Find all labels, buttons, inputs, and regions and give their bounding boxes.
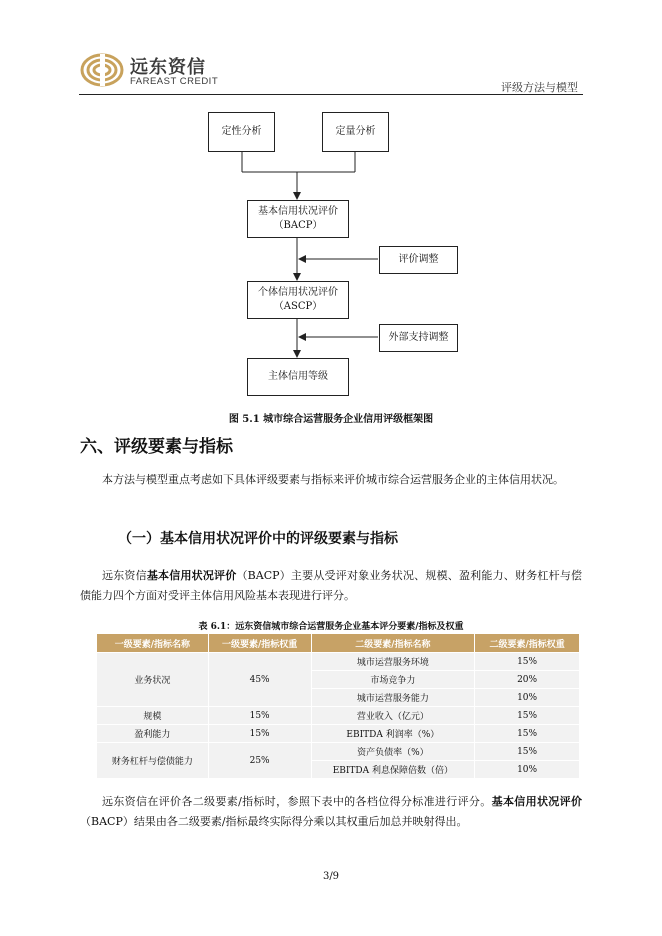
level2-name-cell: 城市运营服务环境 (311, 653, 475, 671)
level2-weight-cell: 15% (475, 743, 580, 761)
flowchart-external-support-label: 外部支持调整 (388, 332, 449, 343)
level2-weight-cell: 20% (475, 671, 580, 689)
level1-weight-cell: 25% (208, 743, 311, 779)
subsection-title: （一）基本信用状况评价中的评级要素与指标 (118, 531, 398, 547)
flowchart-bacp-abbr: （BACP） (273, 220, 323, 231)
section-intro-paragraph: 本方法与模型重点考虑如下具体评级要素与指标来评价城市综合运营服务企业的主体信用状况。 (102, 473, 564, 486)
level2-name-cell: 城市运营服务能力 (311, 689, 475, 707)
table-row (97, 725, 580, 743)
flowchart-bacp-label: 基本信用状况评价 (258, 206, 338, 217)
level2-weight-cell: 15% (475, 653, 580, 671)
flowchart-ascp-abbr: （ASCP） (273, 301, 323, 312)
table-row (97, 653, 580, 671)
flowchart-quantitative-box (322, 112, 389, 152)
table-header-cell: 二级要素/指标权重 (475, 634, 580, 653)
flowchart-issuer-rating-box (247, 358, 349, 396)
level1-weight-cell: 15% (208, 725, 311, 743)
page-number: 3/9 (322, 871, 340, 882)
flowchart-rating-adjust-label: 评价调整 (398, 254, 439, 265)
flowchart-bacp-box (247, 200, 349, 238)
level2-name-cell: 营业收入（亿元） (311, 707, 475, 725)
bacp-paragraph-pre: 远东资信 (102, 569, 147, 582)
logo-english-name: FAREAST CREDIT (130, 76, 219, 87)
flowchart-ascp-label: 个体信用状况评价 (258, 287, 338, 298)
level2-name-cell: 资产负债率（%） (311, 743, 475, 761)
closing-paragraph-pre: 远东资信在评价各二级要素/指标时，参照下表中的各档位得分标准进行评分。 (102, 795, 492, 808)
level2-name-cell: EBITDA 利润率（%） (311, 725, 475, 743)
closing-paragraph (80, 792, 582, 832)
table-header-row (97, 634, 580, 653)
flowchart-external-support-box (379, 324, 458, 352)
table-row (97, 707, 580, 725)
level2-weight-cell: 10% (475, 689, 580, 707)
bacp-paragraph (80, 566, 582, 606)
flowchart-ascp-box (247, 281, 349, 319)
table-caption: 表 6.1：远东资信城市综合运营服务企业基本评分要素/指标及权重 (198, 622, 464, 632)
level1-weight-cell: 45% (208, 653, 311, 707)
figure-caption: 图 5.1 城市综合运营服务企业信用评级框架图 (228, 414, 434, 425)
level1-name-cell: 业务状况 (97, 653, 209, 707)
closing-paragraph-bold: 基本信用状况评价 (491, 795, 582, 808)
section-title: 六、评级要素与指标 (80, 437, 233, 457)
flowchart-rating-adjust-box (379, 246, 458, 274)
flowchart-qualitative-box (208, 112, 275, 152)
level1-weight-cell: 15% (208, 707, 311, 725)
flowchart-issuer-rating-label: 主体信用等级 (268, 371, 328, 382)
level2-weight-cell: 15% (475, 725, 580, 743)
level1-name-cell: 财务杠杆与偿债能力 (97, 743, 209, 779)
level2-weight-cell: 15% (475, 707, 580, 725)
header-doc-title: 评级方法与模型 (501, 81, 578, 94)
level2-name-cell: EBITDA 利息保障倍数（倍） (311, 761, 475, 779)
level2-weight-cell: 10% (475, 761, 580, 779)
level1-name-cell: 盈利能力 (97, 725, 209, 743)
table-header-cell: 一级要素/指标权重 (208, 634, 311, 653)
level1-name-cell: 规模 (97, 707, 209, 725)
closing-paragraph-post: （BACP）结果由各二级要素/指标最终实际得分乘以其权重后加总并映射得出。 (80, 815, 468, 828)
logo-chinese-name: 远东资信 (130, 57, 206, 78)
table-header-cell: 一级要素/指标名称 (97, 634, 209, 653)
indicator-weight-table (96, 633, 580, 779)
flowchart-qualitative-label: 定性分析 (221, 126, 262, 137)
table-header-cell: 二级要素/指标名称 (311, 634, 475, 653)
level2-name-cell: 市场竞争力 (311, 671, 475, 689)
table-row (97, 743, 580, 761)
bacp-paragraph-bold: 基本信用状况评价 (146, 569, 237, 582)
bacp-paragraph-post: （BACP）主要从受评对象业务状况、规模、盈利能力、财务杠杆与偿债能力四个方面对受评主体信用风险基本表现进行评分。 (80, 569, 583, 602)
flowchart-quantitative-label: 定量分析 (335, 126, 376, 137)
